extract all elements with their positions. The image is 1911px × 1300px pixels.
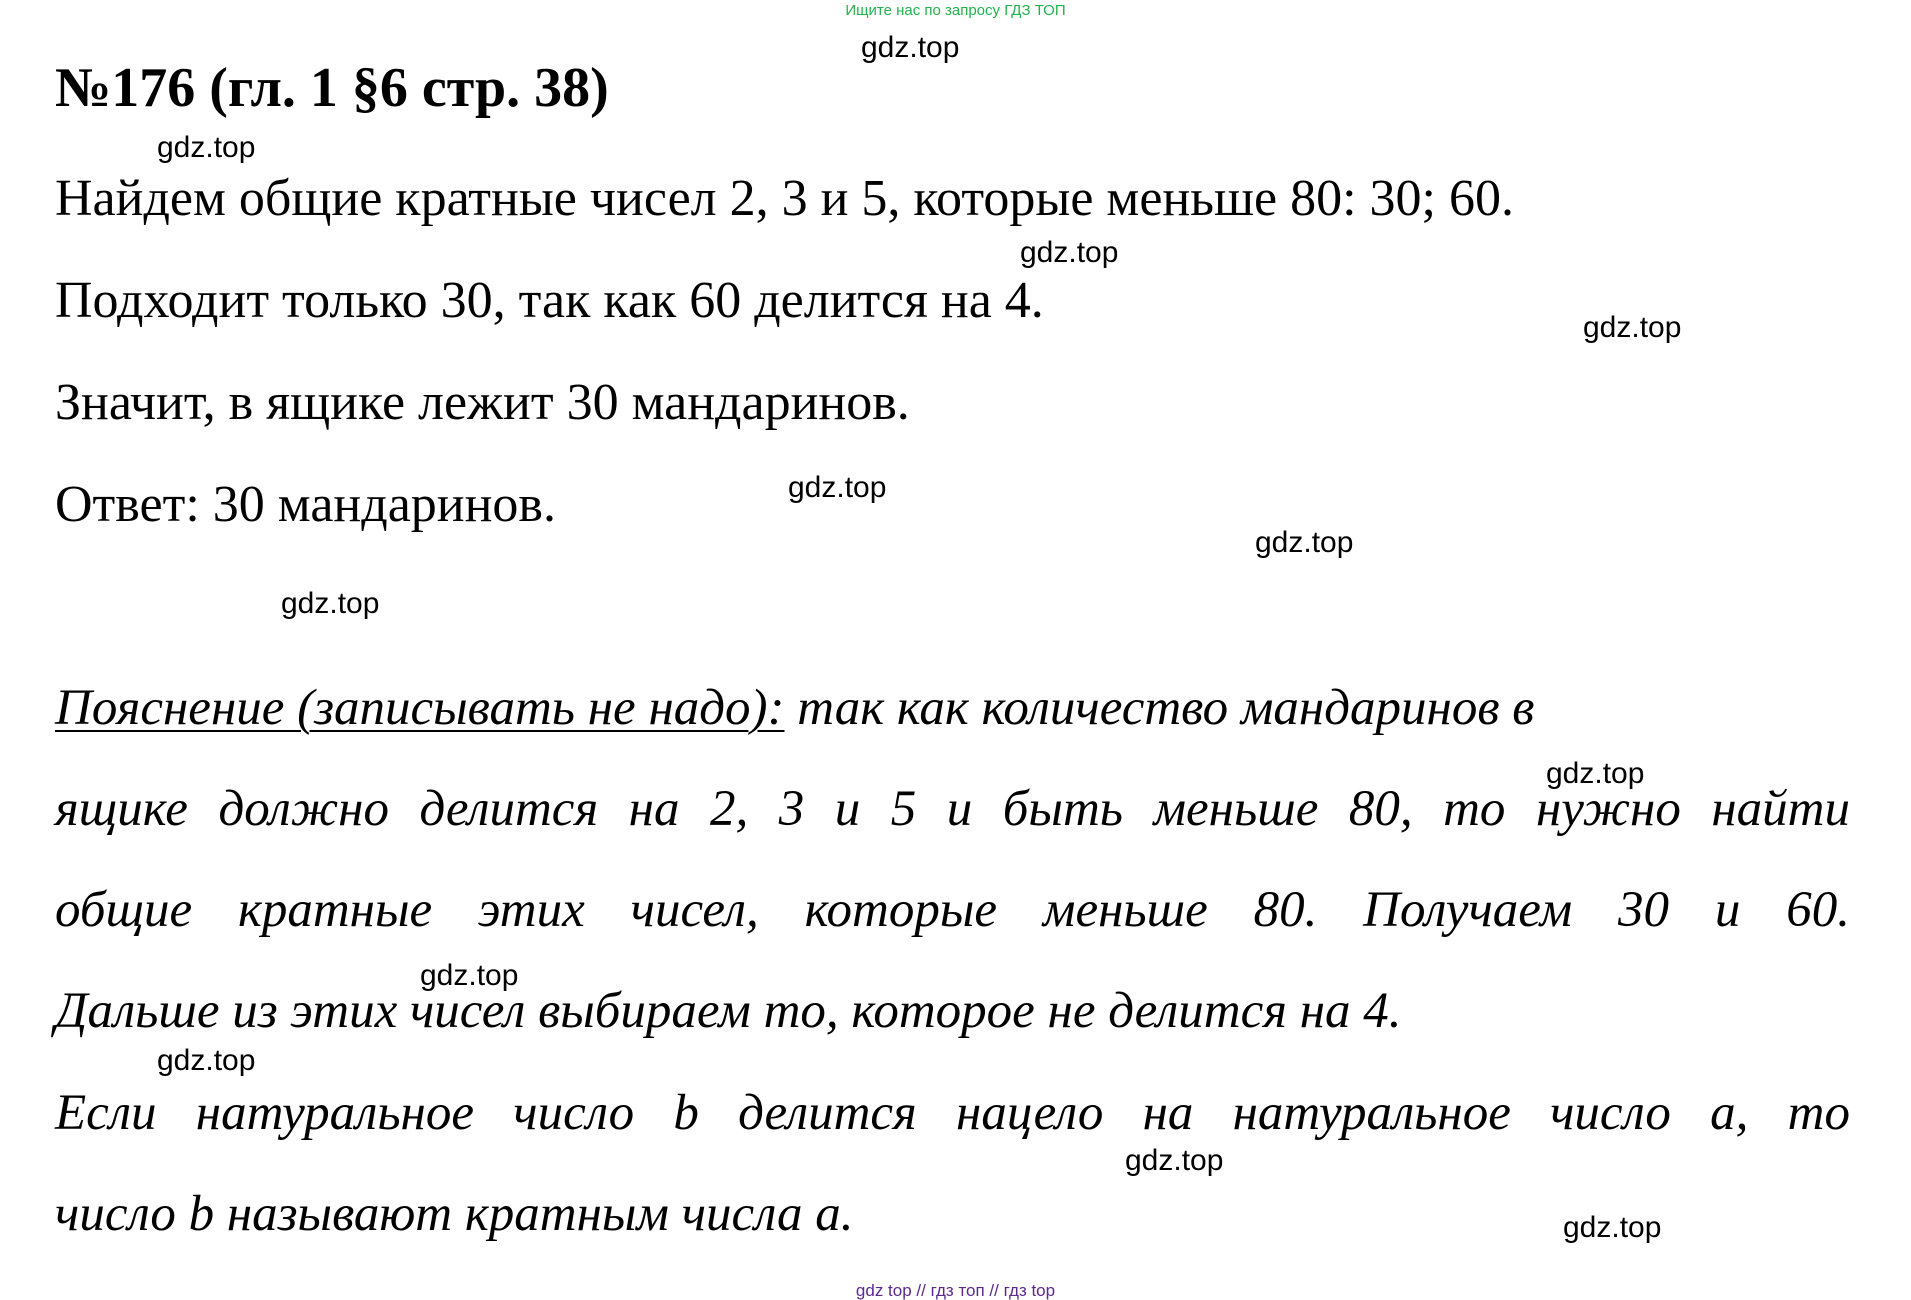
watermark: gdz.top (1583, 311, 1682, 344)
watermark: gdz.top (1255, 526, 1354, 559)
footer-watermark: gdz top // гдз топ // гдз top (855, 1281, 1056, 1300)
definition-line-2: число b называют кратным числа a. (55, 1186, 854, 1242)
watermark: gdz.top (157, 1044, 256, 1077)
definition-line-1: Если натуральное число b делится нацело на натуральное число a, то (55, 1085, 1850, 1141)
watermark: gdz.top (1125, 1144, 1224, 1177)
explanation-line-2: ящике должно делится на 2, 3 и 5 и быть меньше 80, то нужно найти (55, 781, 1850, 837)
explanation-line-3: общие кратные этих чисел, которые меньше 80. Получаем 30 и 60. (55, 882, 1850, 938)
explanation-line-1-text: так как количество мандаринов в (784, 680, 1535, 736)
watermark: gdz.top (1546, 757, 1645, 790)
solution-line-1: Найдем общие кратные чисел 2, 3 и 5, которые меньше 80: 30; 60. (55, 170, 1514, 227)
solution-line-2: Подходит только 30, так как 60 делится на 4. (55, 272, 1044, 329)
watermark: gdz.top (788, 471, 887, 504)
explanation-line-1 (55, 680, 1850, 736)
explanation-line-4: Дальше из этих чисел выбираем то, которое не делится на 4. (55, 983, 1402, 1039)
watermark: gdz.top (281, 587, 380, 620)
explanation-heading: Пояснение (записывать не надо): (55, 680, 785, 736)
task-title: №176 (гл. 1 §6 стр. 38) (55, 57, 609, 119)
watermark: gdz.top (861, 31, 960, 64)
answer-line: Ответ: 30 мандаринов. (55, 476, 556, 533)
watermark: gdz.top (157, 131, 256, 164)
watermark: gdz.top (1563, 1211, 1662, 1244)
watermark: gdz.top (420, 959, 519, 992)
top-banner: Ищите нас по запросу ГДЗ ТОП (845, 2, 1066, 19)
watermark: gdz.top (1020, 236, 1119, 269)
solution-line-3: Значит, в ящике лежит 30 мандаринов. (55, 374, 910, 431)
